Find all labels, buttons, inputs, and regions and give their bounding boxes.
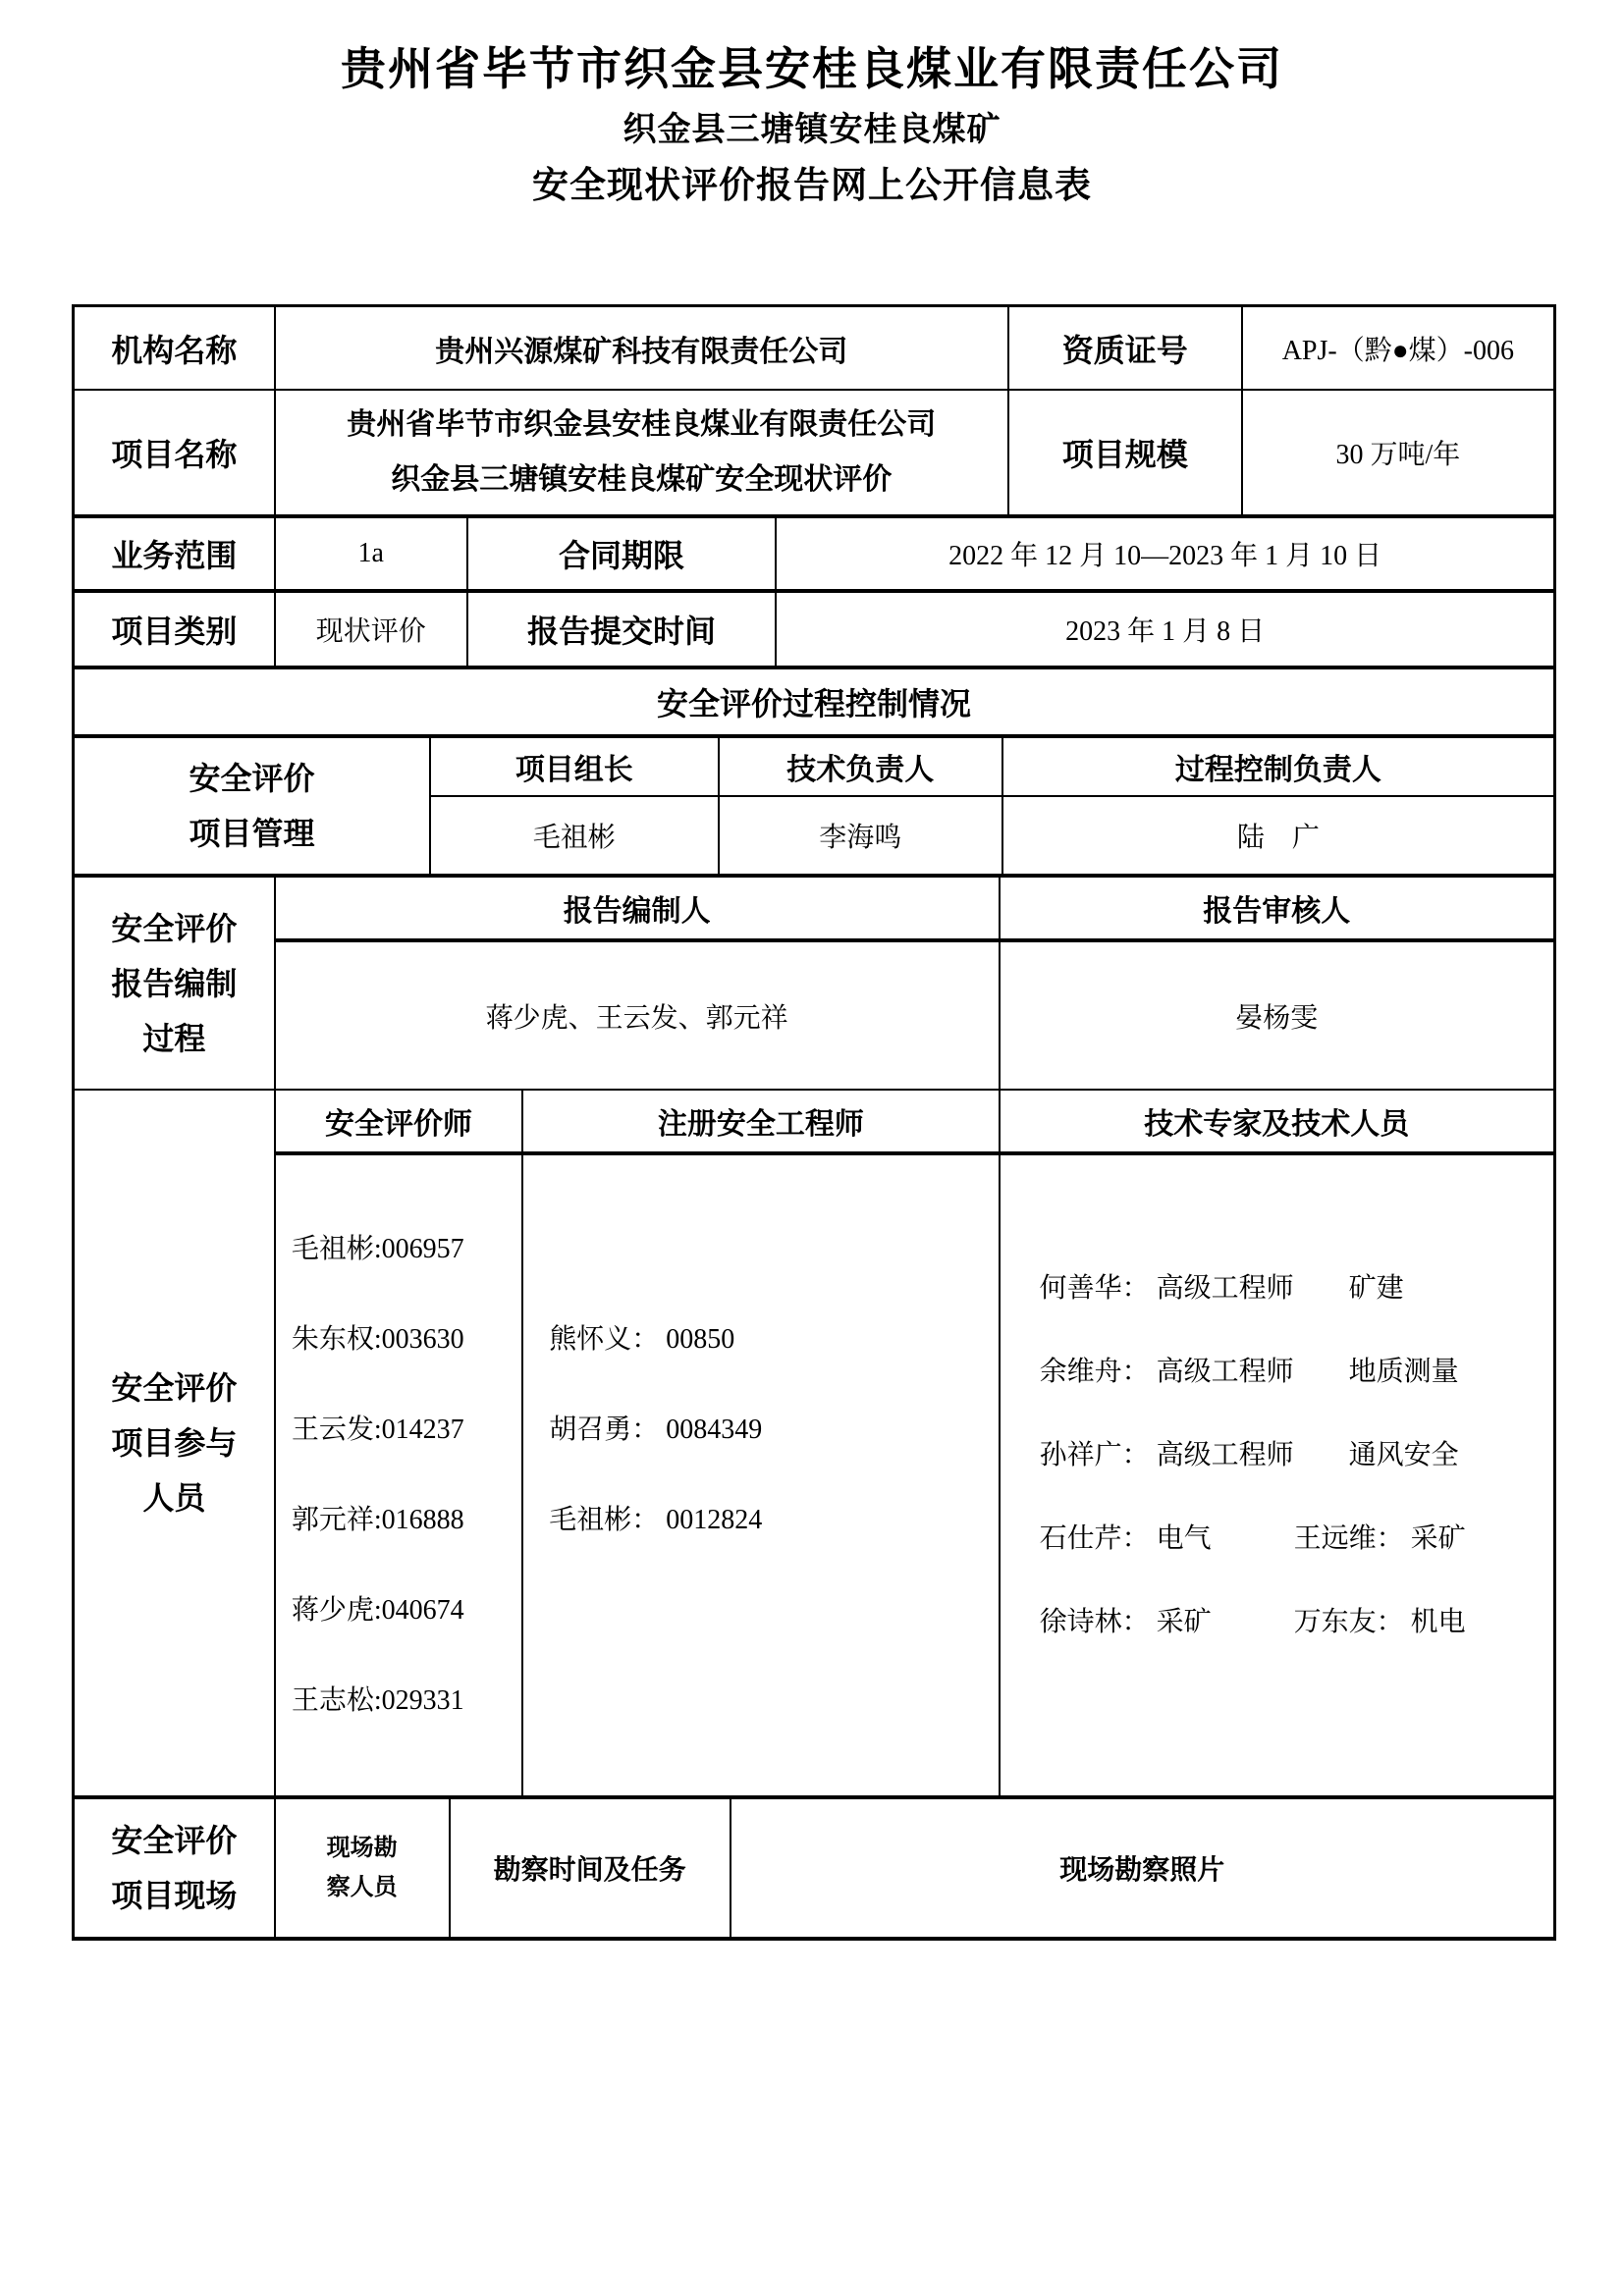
report-label-line2: 报告编制 [111, 965, 238, 1001]
survey-photo-label [731, 1799, 1553, 1937]
expert-item: 石仕芹： 电气 王远维： 采矿 [1039, 1523, 1466, 1555]
evaluator-item: 朱东权:003630 [291, 1323, 464, 1355]
row-process-banner [75, 669, 1553, 738]
engineer-item: 毛祖彬： 0012824 [549, 1504, 763, 1535]
form-title: 安全现状评价报告网上公开信息表 [532, 166, 1092, 206]
management-label-line2: 项目管理 [189, 816, 315, 851]
org-name-value: 贵州兴源煤矿科技有限责任公司 [276, 307, 1009, 389]
row-category [75, 593, 1553, 669]
engineer-item: 熊怀义： 00850 [549, 1323, 735, 1355]
submit-time-value: 2023 年 1 月 8 日 [1065, 616, 1266, 647]
site-label-line1: 安全评价 [111, 1823, 238, 1858]
expert-item: 孙祥广： 高级工程师 通风安全 [1039, 1440, 1459, 1471]
report-label-line1: 安全评价 [111, 910, 238, 946]
business-scope-value: 1a [276, 518, 468, 589]
engineer-list-cell [523, 1155, 1000, 1795]
process-control-label: 过程控制负责人 [1174, 754, 1381, 787]
participants-body-row [276, 1155, 1553, 1795]
cert-no-label: 资质证号 [1009, 307, 1243, 389]
participants-header-row [276, 1091, 1553, 1155]
site-label-line2: 项目现场 [111, 1878, 238, 1913]
org-name-label: 机构名称 [75, 307, 276, 389]
row-scope [75, 518, 1553, 593]
evaluator-header: 安全评价师 [276, 1091, 523, 1151]
row-site [75, 1799, 1553, 1937]
submit-time-label: 报告提交时间 [468, 593, 778, 666]
management-label [75, 738, 431, 874]
project-category-label: 项目类别 [75, 593, 276, 666]
leader-label: 项目组长 [431, 738, 720, 795]
project-name-label: 项目名称 [75, 391, 276, 514]
participants-grid [276, 1091, 1553, 1795]
evaluator-item: 王志松:029331 [291, 1684, 464, 1716]
expert-list [1001, 1155, 1553, 1776]
leader-value: 毛祖彬 [431, 797, 720, 874]
engineer-list [523, 1155, 998, 1750]
evaluator-item: 王云发:014237 [291, 1414, 464, 1445]
report-writer-value: 蒋少虎、王云发、郭元祥 [276, 942, 1001, 1089]
contract-period-value: 2022 年 12 月 10—2023 年 1 月 10 日 [948, 541, 1382, 571]
project-scale-label: 项目规模 [1009, 391, 1243, 514]
survey-time-task-label [451, 1799, 731, 1937]
management-value-row [431, 797, 1553, 874]
report-label [75, 878, 276, 1089]
info-table [72, 304, 1556, 1941]
tech-lead-value: 李海鸣 [720, 797, 1003, 874]
report-label-line3: 过程 [142, 1020, 206, 1056]
report-writer-label: 报告编制人 [276, 878, 1001, 938]
tech-lead-label: 技术负责人 [720, 738, 1003, 795]
evaluator-item: 郭元祥:016888 [291, 1504, 464, 1535]
row-management [75, 738, 1553, 878]
expert-header: 技术专家及技术人员 [1144, 1107, 1410, 1141]
survey-time-task-text: 勘察时间及任务 [493, 1855, 686, 1886]
business-scope-label: 业务范围 [75, 518, 276, 589]
evaluator-item: 蒋少虎:040674 [291, 1594, 464, 1626]
report-grid [276, 878, 1553, 1089]
report-reviewer-label: 报告审核人 [1203, 895, 1351, 929]
expert-item: 余维舟： 高级工程师 地质测量 [1039, 1357, 1459, 1388]
cert-no-value: APJ-（黔●煤）-006 [1281, 335, 1514, 366]
expert-item: 徐诗林： 采矿 万东友： 机电 [1039, 1607, 1466, 1638]
report-reviewer-value: 晏杨雯 [1235, 1002, 1319, 1034]
evaluator-list-cell [276, 1155, 523, 1795]
engineer-header: 注册安全工程师 [523, 1091, 1000, 1151]
evaluator-list [276, 1155, 521, 1795]
process-section-title: 安全评价过程控制情况 [656, 686, 971, 721]
management-label-line1: 安全评价 [189, 761, 315, 796]
expert-item: 何善华： 高级工程师 矿建 [1039, 1273, 1404, 1305]
surveyor-label [276, 1799, 451, 1937]
report-value-row [276, 942, 1553, 1089]
report-header-row [276, 878, 1553, 942]
surveyor-label-line2: 察人员 [326, 1875, 398, 1900]
participants-label-line1: 安全评价 [111, 1370, 238, 1406]
engineer-item: 胡召勇： 0084349 [549, 1414, 763, 1445]
project-name-value [276, 391, 1009, 514]
project-category-value: 现状评价 [276, 593, 468, 666]
evaluator-item: 毛祖彬:006957 [291, 1233, 464, 1264]
survey-photo-text: 现场勘察照片 [1059, 1855, 1225, 1886]
row-project [75, 391, 1553, 518]
management-grid [431, 738, 1553, 874]
row-org [75, 307, 1553, 391]
project-name-line1: 贵州省毕节市织金县安桂良煤业有限责任公司 [347, 408, 937, 441]
participants-label [75, 1091, 276, 1795]
row-report [75, 878, 1553, 1091]
participants-label-line2: 项目参与 [111, 1425, 238, 1461]
mine-title: 织金县三塘镇安桂良煤矿 [623, 112, 1001, 148]
site-label [75, 1799, 276, 1937]
participants-label-line3: 人员 [142, 1480, 206, 1516]
project-name-line2: 织金县三塘镇安桂良煤矿安全现状评价 [391, 463, 893, 496]
contract-period-label: 合同期限 [468, 518, 778, 589]
management-header-row [431, 738, 1553, 797]
row-participants [75, 1091, 1553, 1799]
expert-list-cell [1001, 1155, 1553, 1795]
process-control-value: 陆 广 [1236, 823, 1320, 854]
project-scale-value: 30 万吨/年 [1335, 440, 1461, 470]
company-title: 贵州省毕节市织金县安桂良煤业有限责任公司 [341, 44, 1283, 94]
surveyor-label-line1: 现场勘 [326, 1836, 398, 1861]
